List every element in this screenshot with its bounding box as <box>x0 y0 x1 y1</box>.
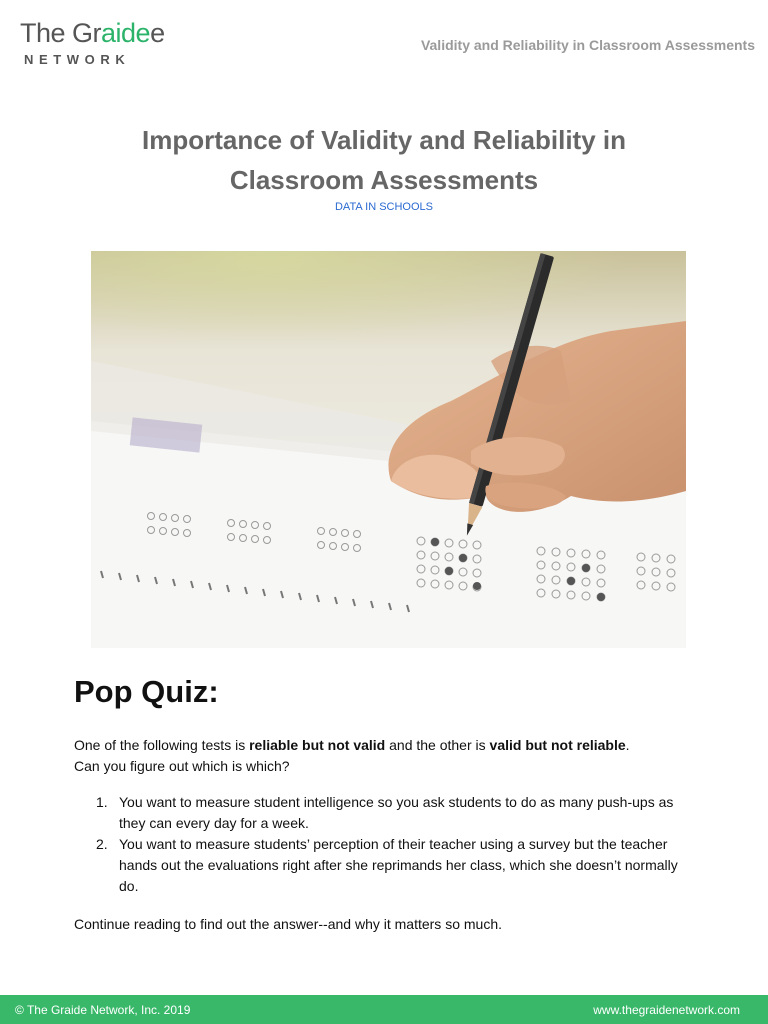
list-item-text: You want to measure student intelligence so you ask students to do as many push-ups as they can every day for a week. <box>119 794 674 831</box>
closing-paragraph: Continue reading to find out the answer--and why it matters so much. <box>74 916 502 932</box>
category-link[interactable]: DATA IN SCHOOLS <box>334 201 433 213</box>
list-item <box>74 792 684 834</box>
logo-text-accent: aide <box>101 18 151 48</box>
page-title <box>0 120 768 200</box>
logo-subtitle: NETWORK <box>24 52 131 67</box>
intro-bold-2: valid but not reliable <box>489 737 626 753</box>
page-footer <box>0 995 768 1024</box>
logo-text-main: The Gr <box>20 18 102 48</box>
page-title-line1: Importance of Validity and Reliability in <box>142 125 626 155</box>
list-item <box>74 834 684 897</box>
list-item-number: 1. <box>96 794 108 810</box>
intro-paragraph <box>74 735 694 777</box>
intro-text-2: and the other is <box>385 737 490 753</box>
hero-image <box>91 251 686 648</box>
list-item-text: You want to measure students’ perception of their teacher using a survey but the teacher hands out the evaluations right after she reprimands her class, which she doesn’t normally do. <box>119 836 678 894</box>
footer-url-link[interactable]: www.thegraidenetwork.com <box>593 1003 740 1017</box>
page-title-line2: Classroom Assessments <box>229 165 539 195</box>
pop-quiz-heading: Pop Quiz: <box>74 674 219 709</box>
brand-logo[interactable] <box>20 16 165 67</box>
running-header-title: Validity and Reliability in Classroom Assessments <box>420 37 755 53</box>
logo-wordmark <box>20 16 165 50</box>
footer-copyright: © The Graide Network, Inc. 2019 <box>15 1003 191 1017</box>
list-item-number: 2. <box>96 836 108 852</box>
intro-bold-1: reliable but not valid <box>249 737 386 753</box>
intro-text-line2: Can you figure out which is which? <box>74 758 290 774</box>
intro-text-1: One of the following tests is <box>74 737 250 753</box>
intro-text-3: . <box>625 737 630 753</box>
quiz-list <box>74 792 684 897</box>
pencil-on-bubble-test-icon <box>91 251 686 648</box>
logo-text-end: e <box>150 18 165 48</box>
